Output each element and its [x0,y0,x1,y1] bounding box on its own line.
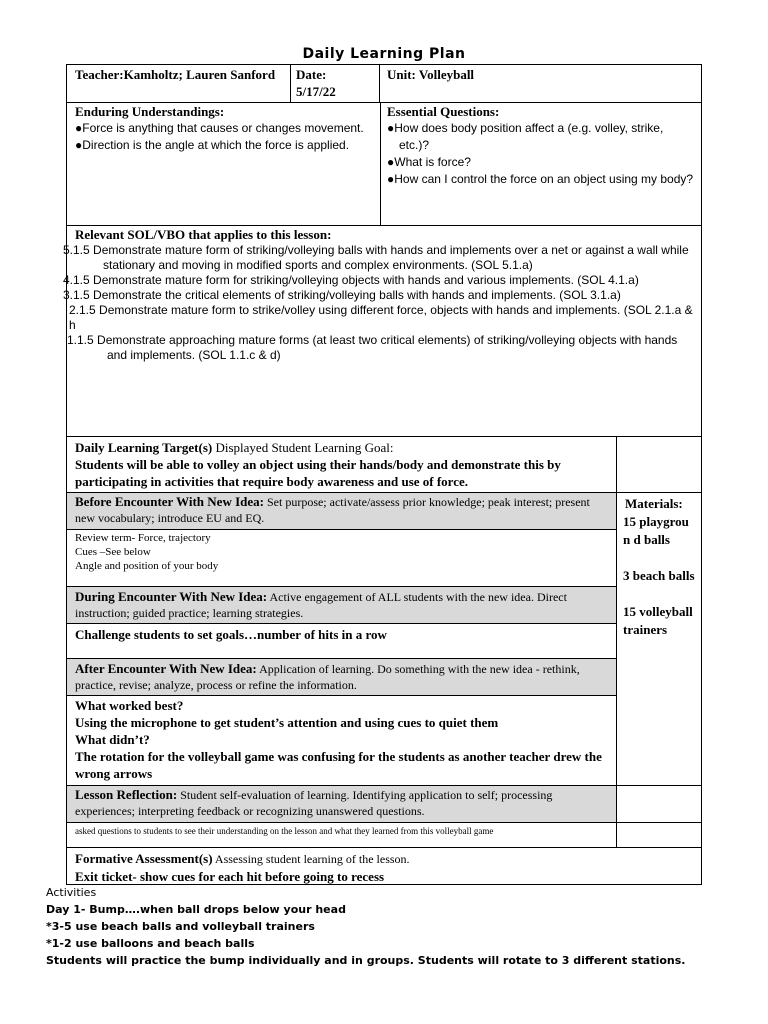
during-header-cell [66,586,617,624]
after-desc: Application of learning. Do something with the new idea - rethink, practice, revise; analyze, process or refine the information. [75,662,580,692]
sol-item: 2.1.5 Demonstrate mature form to strike/volley using different force, objects with hands and implements. (SOL 2.1.a & h [69,303,693,332]
activities-heading: Activities [46,886,97,899]
before-heading: Before Encounter With New Idea: [75,494,264,509]
after-content-cell [66,695,617,786]
during-content-cell [66,623,617,659]
materials-item: 15 playgroun d balls [623,514,689,547]
essential-item: ●What is force? [387,155,471,169]
after-line: The rotation for the volleyball game was confusing for the students as another teacher drew the wrong arrows [75,749,602,781]
materials-top-cell [616,436,702,493]
formative-desc: Assessing student learning of the lesson. [212,852,410,866]
essential-item: ●How does body position affect a (e.g. volley, strike, etc.)? [387,121,664,152]
reflection-heading: Lesson Reflection: [75,787,178,802]
teacher-cell [66,64,291,103]
enduring-item: ●Direction is the angle at which the force is applied. [75,138,350,152]
essential-item: ●How can I control the force on an object using my body? [387,172,694,186]
enduring-cell [66,102,381,226]
date-label: Date: [296,67,327,82]
target-heading: Daily Learning Target(s) [75,440,213,455]
materials-item: 15 volleyball trainers [623,604,693,637]
unit-cell [379,64,702,103]
enduring-heading: Enduring Understandings: [75,104,225,119]
before-line: Angle and position of your body [75,560,219,572]
target-text: Students will be able to volley an object using their hands/body and demonstrate this by participating in activities that require body awareness and use of force. [75,457,561,489]
after-line: Using the microphone to get student’s attention and using cues to quiet them [75,715,499,730]
during-text: Challenge students to set goals…number of hits in a row [75,627,387,642]
sol-item: 4.1.5 Demonstrate mature form for striking/volleying objects with hands and various implements. (SOL 4.1.a) [63,273,639,287]
reflection-desc: Student self-evaluation of learning. Identifying application to self; processing experiences; interpreting feedback or recognizing unanswered questions. [75,788,553,818]
reflection-content-cell [66,822,617,848]
essential-heading: Essential Questions: [387,104,500,119]
sol-item: 1.1.5 Demonstrate approaching mature forms (at least two critical elements) of striking/volleying objects with hands and implements. (SOL 1.1.c & d) [67,333,678,362]
activities-line: *1-2 use balloons and beach balls [46,937,255,950]
during-heading: During Encounter With New Idea: [75,589,268,604]
formative-heading: Formative Assessment(s) [75,851,213,866]
reflection-side-cell [616,785,702,823]
after-line: What didn’t? [75,732,150,747]
reflection-content-side [616,822,702,848]
activities-section [46,884,685,969]
formative-text: Exit ticket- show cues for each hit before going to recess [75,869,385,884]
essential-cell [380,102,702,226]
formative-cell [66,847,702,885]
materials-divider-1 [616,586,702,624]
enduring-item: ●Force is anything that causes or changes movement. [75,121,364,135]
before-content-cell [66,529,617,587]
materials-item: 3 beach balls [623,568,695,583]
target-subheading: Displayed Student Learning Goal: [212,440,394,455]
teacher-name: Teacher:Kamholtz; Lauren Sanford [75,67,276,82]
during-desc: Active engagement of ALL students with the new idea. Direct instruction; guided practice; learning strategies. [75,590,567,620]
materials-heading: Materials: [625,496,683,511]
activities-line: Students will practice the bump individually and in groups. Students will rotate to 3 different stations. [46,954,686,967]
date-cell [290,64,380,103]
target-cell [66,436,617,493]
materials-cell [616,492,702,786]
after-line: What worked best? [75,698,184,713]
page-title: Daily Learning Plan [302,46,466,62]
activities-line: Day 1- Bump….when ball drops below your head [46,903,346,916]
unit-name: Unit: Volleyball [387,67,475,82]
reflection-text: asked questions to students to see their understanding on the lesson and what they learned from this volleyball game [75,826,494,836]
before-line: Cues –See below [75,546,151,558]
sol-item: 5.1.5 Demonstrate mature form of striking/volleying balls with hands and implements over a net or against a wall while stationary and moving in modified sports and complex environments. (SOL 5.1.a) [63,243,689,272]
before-header-cell [66,492,617,530]
date-value: 5/17/22 [296,84,336,99]
activities-line: *3-5 use beach balls and volleyball trainers [46,920,315,933]
before-line: Review term- Force, trajectory [75,532,211,544]
reflection-header-cell [66,785,617,823]
after-heading: After Encounter With New Idea: [75,661,257,676]
after-header-cell [66,658,617,696]
before-desc: Set purpose; activate/assess prior knowledge; peak interest; present new vocabulary; introduce EU and EQ. [75,495,590,525]
sol-item: 3.1.5 Demonstrate the critical elements of striking/volleying balls with hands and implements. (SOL 3.1.a) [63,288,621,302]
sol-cell [63,225,702,437]
sol-heading: Relevant SOL/VBO that applies to this lesson: [75,227,332,242]
